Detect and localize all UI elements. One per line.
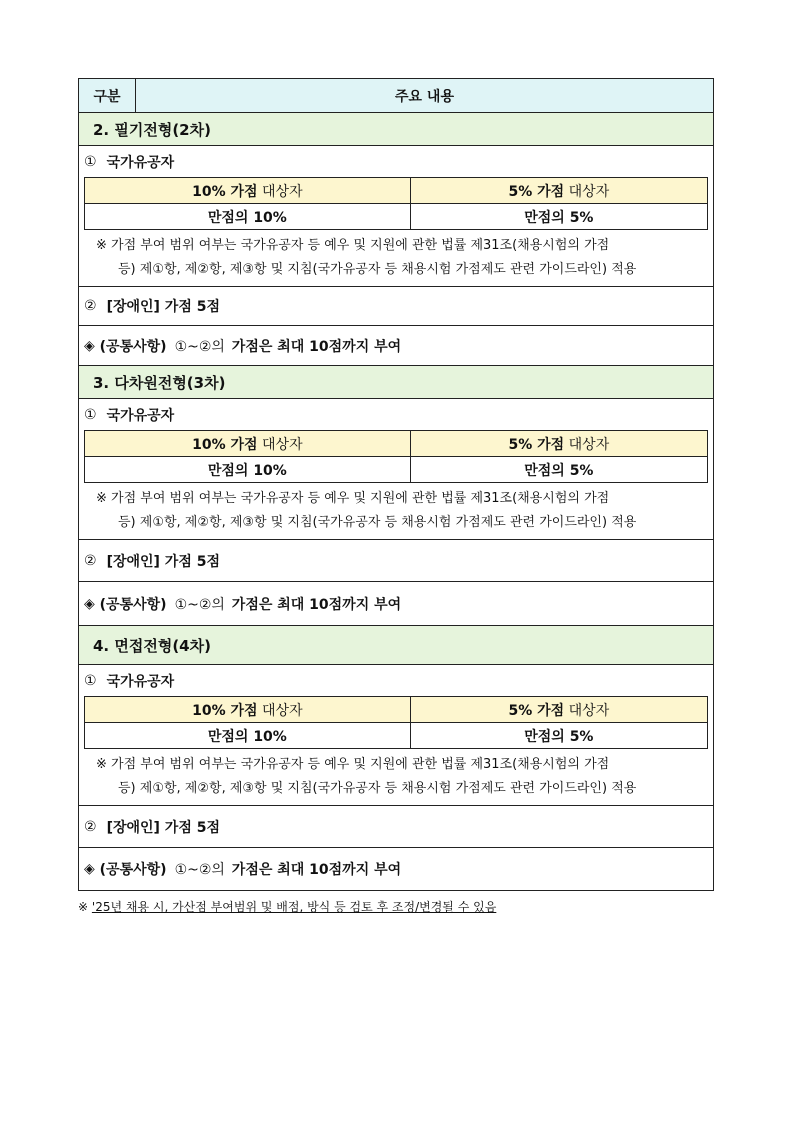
- disabled-row: ② [장애인] 가점 5점: [79, 540, 713, 582]
- common-row: ◈ (공통사항) ①~②의 가점은 최대 10점까지 부여: [79, 582, 713, 626]
- merit-heading: [84, 148, 708, 175]
- merit-note: ※ 가점 부여 범위 여부는 국가유공자 등 예우 및 지원에 관한 법률 제31조(채용시험의 가점 등) 제①항, 제②항, 제③항 및 지침(국가유공자 등 채용시험 가점제도 관련 가이드라인) 적용: [96, 757, 637, 796]
- merit-5-header: 5% 가점 대상자: [410, 431, 707, 457]
- merit-5-value: 만점의 5%: [410, 204, 707, 230]
- merit-5-header: 5% 가점 대상자: [410, 178, 707, 204]
- merit-heading: [84, 667, 708, 694]
- footnote-mark: ※: [78, 900, 89, 914]
- item-number: ①: [84, 153, 97, 170]
- section-title: 3. 다차원전형(3차): [79, 366, 713, 399]
- table-header: [79, 79, 713, 113]
- merit-5-value: 만점의 5%: [410, 723, 707, 749]
- section-title: 4. 면접전형(4차): [79, 626, 713, 665]
- merit-label: 국가유공자: [106, 154, 175, 171]
- merit-10-value: 만점의 10%: [85, 723, 411, 749]
- merit-table: [84, 430, 708, 483]
- common-row: ◈ (공통사항) ①~②의 가점은 최대 10점까지 부여: [79, 326, 713, 366]
- merit-block: [79, 146, 713, 287]
- merit-note: ※ 가점 부여 범위 여부는 국가유공자 등 예우 및 지원에 관한 법률 제31조(채용시험의 가점 등) 제①항, 제②항, 제③항 및 지침(국가유공자 등 채용시험 가점제도 관련 가이드라인) 적용: [96, 238, 637, 277]
- merit-10-value: 만점의 10%: [85, 204, 411, 230]
- merit-10-header: 10% 가점 대상자: [85, 431, 411, 457]
- bonus-points-table: [78, 78, 714, 891]
- item-number: ①: [84, 672, 97, 689]
- merit-note: ※ 가점 부여 범위 여부는 국가유공자 등 예우 및 지원에 관한 법률 제31조(채용시험의 가점 등) 제①항, 제②항, 제③항 및 지침(국가유공자 등 채용시험 가점제도 관련 가이드라인) 적용: [96, 491, 637, 530]
- footnote-text: '25년 채용 시, 가산점 부여범위 및 배점, 방식 등 검토 후 조정/변경될 수 있음: [91, 900, 497, 914]
- merit-block: [79, 665, 713, 806]
- header-main-content: 주요 내용: [395, 88, 454, 105]
- merit-5-header: 5% 가점 대상자: [410, 697, 707, 723]
- item-number: ①: [84, 406, 97, 423]
- disabled-row: ② [장애인] 가점 5점: [79, 287, 713, 326]
- disabled-row: ② [장애인] 가점 5점: [79, 806, 713, 848]
- merit-5-value: 만점의 5%: [410, 457, 707, 483]
- merit-10-header: 10% 가점 대상자: [85, 697, 411, 723]
- merit-10-header: 10% 가점 대상자: [85, 178, 411, 204]
- merit-table: [84, 696, 708, 749]
- merit-label: 국가유공자: [106, 407, 175, 424]
- merit-table: [84, 177, 708, 230]
- merit-heading: [84, 401, 708, 428]
- common-row: ◈ (공통사항) ①~②의 가점은 최대 10점까지 부여: [84, 861, 402, 878]
- merit-10-value: 만점의 10%: [85, 457, 411, 483]
- footnote: [78, 898, 496, 915]
- merit-label: 국가유공자: [106, 673, 175, 690]
- section-title: 2. 필기전형(2차): [79, 113, 713, 146]
- header-category: 구분: [79, 79, 136, 112]
- merit-block: [79, 399, 713, 540]
